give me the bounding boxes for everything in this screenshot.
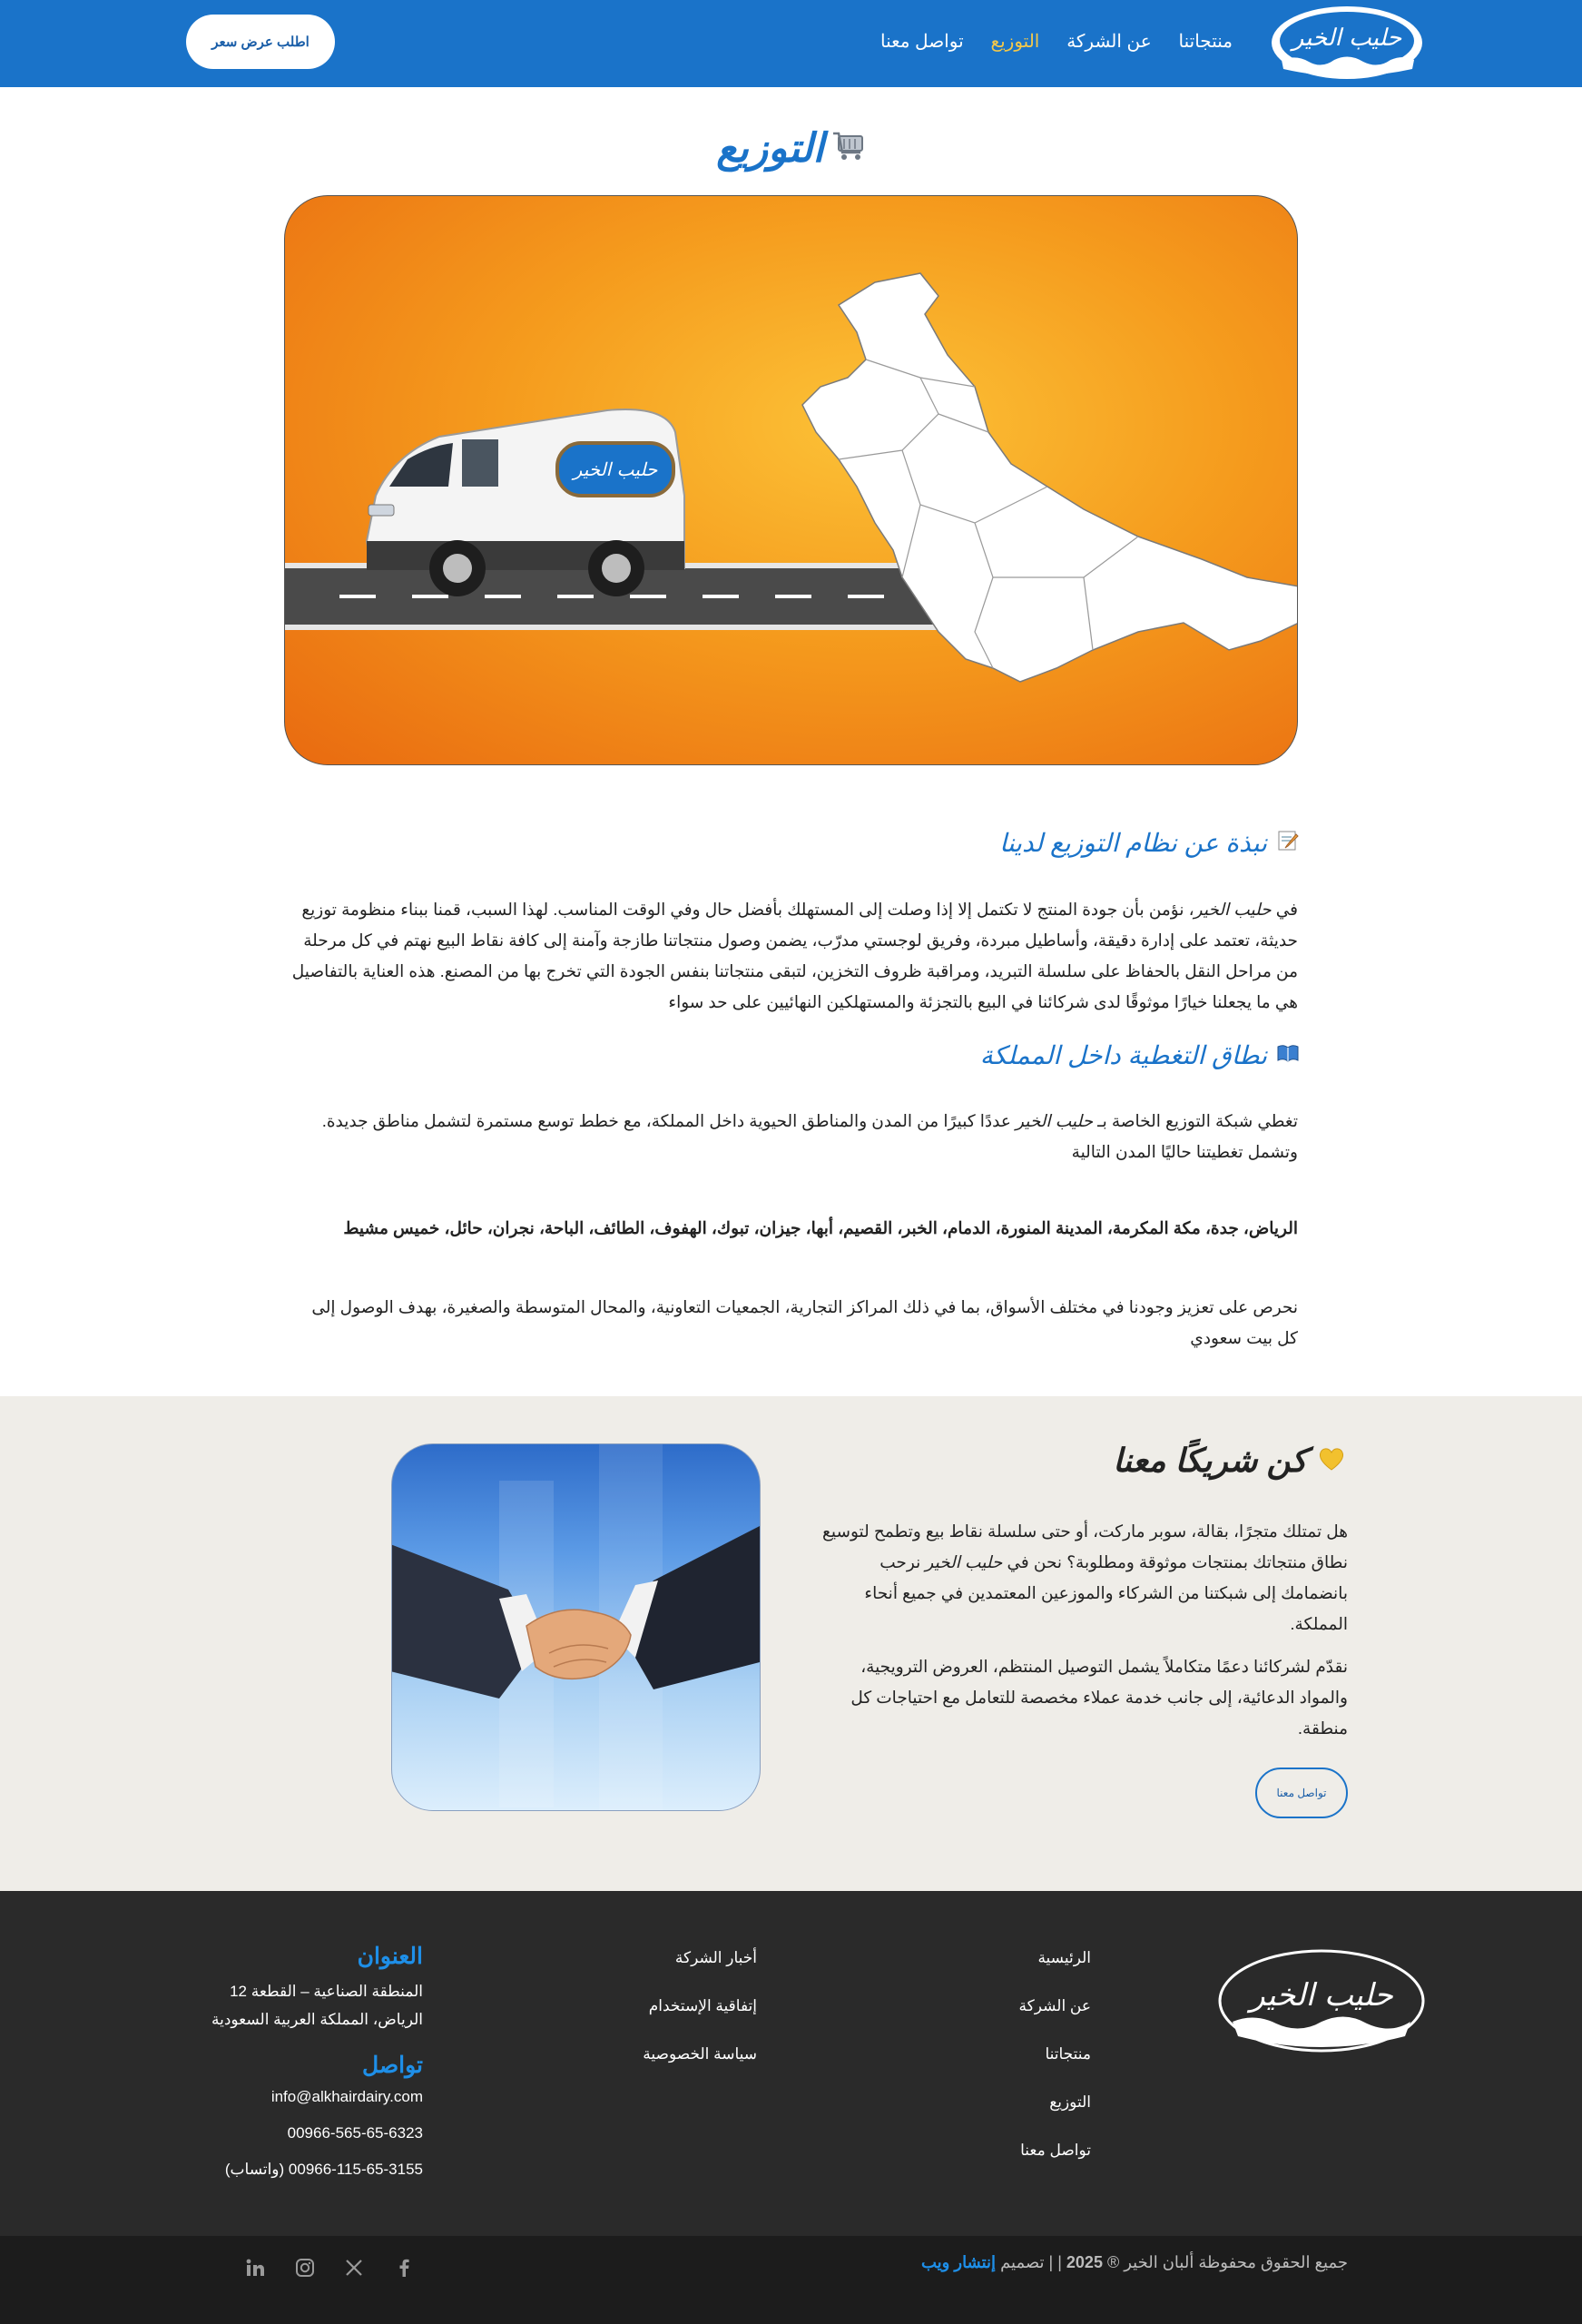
coverage-cities-list [289, 1213, 1298, 1275]
cart-icon [831, 131, 866, 165]
footer-phone-1[interactable]: 00966-565-65-6323 [287, 2124, 423, 2142]
footer-phone-2[interactable]: 00966-115-65-3155 (واتساب) [224, 2161, 423, 2178]
footer-link-privacy[interactable]: سياسة الخصوصية [643, 2045, 757, 2063]
coverage-p2-text: نحرص على تعزيز وجودنا في مختلف الأسواق، بما في ذلك المراكز التجارية، الجمعيات التعاونية، والمحال المتوسطة والصغيرة، بهدف الوصول إلى كل بيت سعودي [311, 1297, 1298, 1347]
linkedin-icon[interactable] [243, 2256, 267, 2280]
memo-icon [1276, 829, 1300, 856]
footer-link-products[interactable]: منتجاتنا [1045, 2045, 1091, 2063]
footer-link-terms[interactable]: إتفاقية الإستخدام [648, 1997, 757, 2014]
coverage-heading [926, 1037, 1300, 1073]
page-title [563, 125, 1019, 171]
copyright-separator: | | [1048, 2253, 1062, 2271]
copyright-design-label: تصميم [1000, 2253, 1045, 2271]
site-logo[interactable] [1269, 4, 1425, 82]
nav-products[interactable]: منتجاتنا [1178, 31, 1233, 52]
about-distribution-heading-text: نبذة عن نظام التوزيع لدينا [999, 828, 1267, 857]
partner-contact-button[interactable]: تواصل معنا [1255, 1768, 1348, 1818]
footer-email[interactable]: info@alkhairdairy.com [270, 2088, 423, 2105]
coverage-heading-text: نطاق التغطية داخل المملكة [979, 1040, 1267, 1069]
facebook-icon[interactable] [392, 2256, 416, 2280]
about-distribution-paragraph [289, 894, 1298, 1018]
partner-p1-brand: حليب الخير [925, 1552, 1003, 1571]
coverage-cities-text: الرياض، جدة، مكة المكرمة، المدينة المنورة، الدمام، الخبر، القصيم، أبها، جيزان، تبوك، الهفوف، الطائف، الباحة، نجران، حائل، خميس مشيط [343, 1218, 1298, 1237]
instagram-icon[interactable] [293, 2256, 317, 2280]
book-icon [1276, 1043, 1300, 1067]
designer-link[interactable]: إنتشار ويب [921, 2253, 997, 2271]
about-p1-brand: حليب الخير [1194, 900, 1272, 919]
coverage-p1-body: عددًا كبيرًا من المدن والمناطق الحيوية داخل المملكة، مع خطط توسع مستمرة لتشمل مناطق جديدة. وتشمل تغطيتنا حاليًا المدن التالية [321, 1111, 1298, 1161]
footer-link-distribution[interactable]: التوزيع [1049, 2093, 1091, 2111]
nav-contact[interactable]: تواصل معنا [880, 31, 964, 52]
main-nav [880, 27, 1233, 54]
footer-address-line-1: المنطقة الصناعية – القطعة 12 [230, 1983, 423, 2000]
footer-link-about[interactable]: عن الشركة [1018, 1997, 1091, 2014]
x-icon[interactable] [342, 2256, 366, 2280]
delivery-van [367, 409, 684, 596]
footer-contact-heading: تواصل [362, 2053, 423, 2078]
about-distribution-heading [944, 824, 1300, 861]
svg-text:حليب الخير: حليب الخير [1250, 1977, 1393, 2014]
yellow-heart-icon [1318, 1446, 1345, 1475]
footer-logo[interactable] [1218, 1949, 1425, 2053]
footer-bottom-bar [0, 2236, 1582, 2324]
about-p1-body: ، نؤمن بأن جودة المنتج لا تكتمل إلا إذا وصلت إلى المستهلك بأفضل حال وفي الوقت المناسب. لهذا السبب، قمنا ببناء منظومة توزيع حديثة، تعتمد على إدارة دقيقة، وأساطيل مبردة، وفريق لوجستي مدرّب، يضمن وصول منتجاتنا طازجة وآمنة إلى كافة نقاط البيع نهتم في كل مرحلة من مراحل النقل بالحفاظ على سلسلة التبريد، ومراقبة ظروف التخزين، لتبقى منتجاتنا بنفس الجودة التي تخرج بها من المصنع. هذه العناية بالتفاصيل هي ما يجعلنا خيارًا موثوقًا لدى شركائنا في البيع بالتجزئة والمستهلكين النهائيين على حد سواء [291, 900, 1298, 1011]
footer-link-home[interactable]: الرئيسية [1037, 1949, 1091, 1966]
partner-p2-text: نقدّم لشركائنا دعمًا متكاملاً يشمل التوصيل المنتظم، العروض الترويجية، والمواد الدعائية، إلى جانب خدمة عملاء مخصصة للتعامل مع احتياجات كل منطقة. [850, 1657, 1348, 1738]
nav-about[interactable]: عن الشركة [1066, 31, 1152, 52]
partner-p1-prefix: هل تمتلك متجرًا، بقالة، سوبر ماركت، أو حتى سلسلة نقاط بيع وتطمح لتوسيع نطاق منتجاتك بمنتجات موثوقة ومطلوبة؟ نحن في [822, 1521, 1348, 1571]
partner-paragraph-2 [817, 1651, 1348, 1744]
partner-heading-text: كن شريكًا معنا [1113, 1442, 1307, 1479]
svg-text:حليب الخير: حليب الخير [1292, 25, 1402, 52]
coverage-market-paragraph [289, 1292, 1298, 1354]
handshake-image [391, 1443, 761, 1811]
request-quote-button[interactable]: اطلب عرض سعر [186, 15, 335, 69]
coverage-intro-paragraph [289, 1106, 1298, 1167]
partner-heading [1053, 1438, 1345, 1483]
footer-link-contact[interactable]: تواصل معنا [1020, 2142, 1091, 2159]
site-header [0, 0, 1582, 87]
copyright-text [835, 2253, 1348, 2279]
footer-address-heading: العنوان [357, 1944, 423, 1969]
social-links [243, 2252, 416, 2283]
svg-text:حليب الخير: حليب الخير [573, 458, 658, 480]
page-title-text: التوزيع [716, 125, 824, 171]
about-p1-prefix: في [1271, 900, 1298, 919]
coverage-p1-prefix: تغطي شبكة التوزيع الخاصة بـ [1093, 1111, 1298, 1130]
partner-p1-suffix: نرحب بانضمامك إلى شبكتنا من الشركاء والموزعين المعتمدين في جميع أنحاء المملكة. [864, 1552, 1348, 1633]
footer-link-news[interactable]: أخبار الشركة [674, 1949, 757, 1966]
coverage-p1-brand: حليب الخير [1016, 1111, 1094, 1130]
footer-address-line-2: الرياض، المملكة العربية السعودية [211, 2011, 423, 2028]
partner-paragraph-1 [817, 1516, 1348, 1640]
copyright-prefix: جميع الحقوق محفوظة ألبان الخير ® [1106, 2253, 1348, 2271]
copyright-year: 2025 [1066, 2253, 1103, 2271]
distribution-hero-image [284, 195, 1298, 765]
nav-distribution[interactable]: التوزيع [990, 31, 1040, 52]
